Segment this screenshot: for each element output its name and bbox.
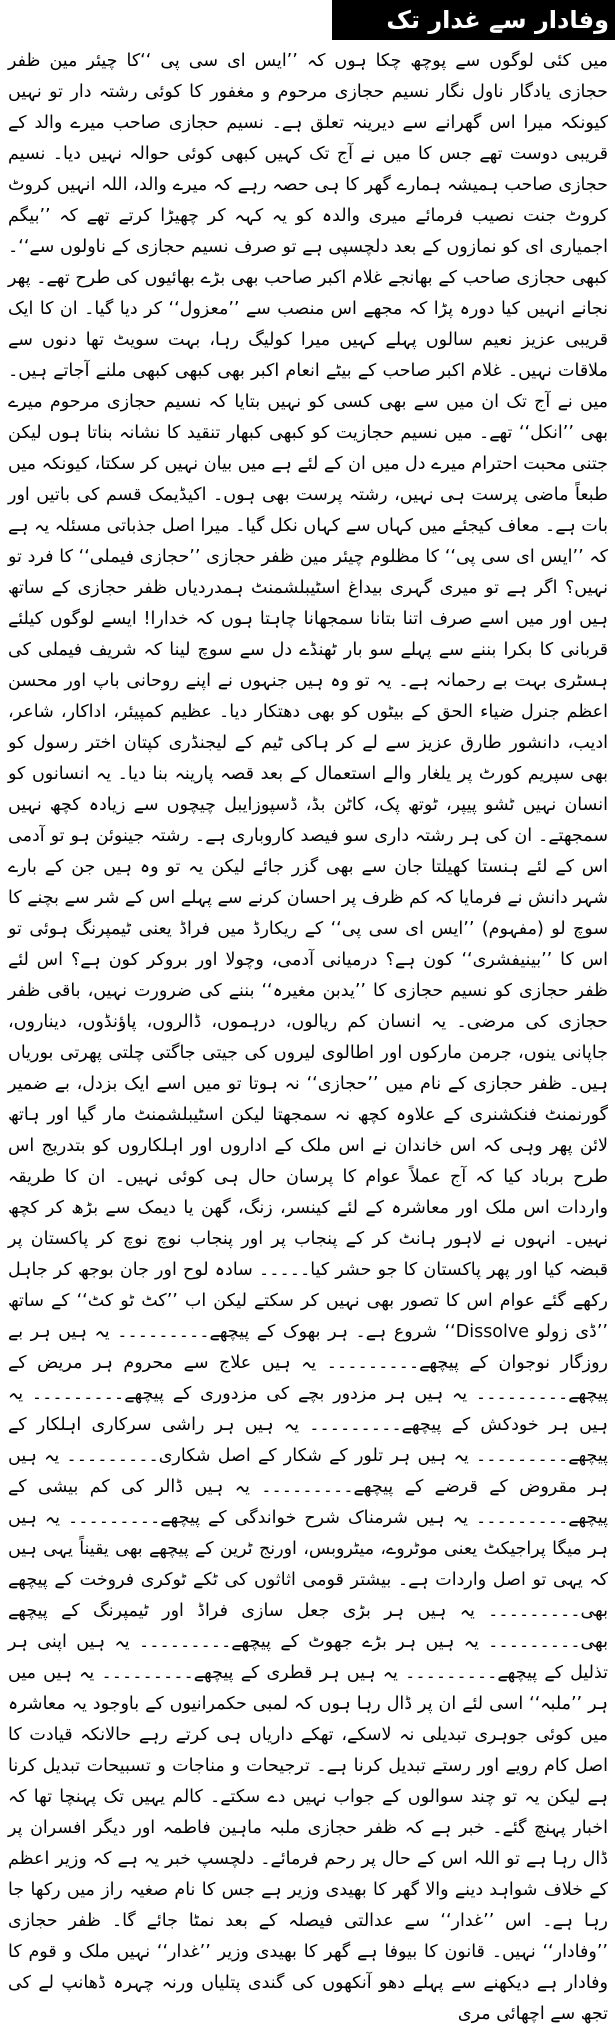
article-paragraph: میں کئی لوگوں سے پوچھ چکا ہوں کہ ’’ایس ای سی پی ‘‘کا چیئر مین ظفر حجازی یادگار ناول نگار نسیم حجازی مرحوم و مغفور کا کوئی رشتہ دار تو نہیں کیونکہ میرا اس گھرانے سے دیرینہ تعلق ہے۔ نسیم حجازی صاحب میرے والد کے قریبی دوست تھے جس کا میں نے آج تک کہیں کبھی کوئی حوالہ نہیں دیا۔ نسیم حجازی صاحب ہمیشہ ہمارے گھر کا ہی حصہ رہے کہ میرے والد، اللہ انہیں کروٹ کروٹ جنت نصیب فرمائے میری والدہ کو یہ کہہ کر چھیڑا کرتے تھے کہ ’’بیگم اجمیاری ای کو نمازوں کے بعد دلچسپی ہے تو صرف نسیم حجازی کے ناولوں سے‘‘۔ کبھی حجازی صاحب کے بھانجے غلام اکبر صاحب بھی بڑے بھائیوں کی طرح تھے۔ پھر نجانے انہیں کیا دورہ پڑا کہ مجھے اس منصب سے ’’معزول‘‘ کر دیا گیا۔ ان کا ایک قریبی عزیز نعیم سالوں پہلے کہیں میرا کولیگ رہا، بہت سویٹ تھا دنوں سے ملاقات نہیں۔ غلام اکبر صاحب کے بیٹے انعام اکبر بھی کبھی کبھی ملنے آجاتے ہیں۔ میں نے آج تک ان میں سے بھی کسی کو نہیں بتایا کہ نسیم حجازی مرحوم میرے بھی ’’انکل‘‘ تھے۔ میں نسیم حجازیت کو کبھی کبھار تنقید کا نشانہ بناتا ہوں لیکن جتنی محبت احترام میرے دل میں ان کے لئے ہے میں بیان نہیں کر سکتا، کیونکہ میں طبعاً ماضی پرست ہی نہیں، رشتہ پرست بھی ہوں۔ اکیڈیمک قسم کی باتیں اور بات ہے۔ معاف کیجئے میں کہاں سے کہاں نکل گیا۔ میرا اصل جذباتی مسئلہ یہ ہے کہ ’’ایس ای سی پی‘‘ کا مظلوم چیئر مین ظفر حجازی ’’حجازی فیملی‘‘ کا فرد تو نہیں؟ اگر ہے تو میری گہری بیداغ اسٹیبلشمنٹ ہمدردیاں ظفر حجازی کے ساتھ ہیں اور میں اسے صرف اتنا بتانا سمجھانا چاہتا ہوں کہ خدارا! ایسے لوگوں کیلئے قربانی کا بکرا بننے سے پہلے سو بار ٹھنڈے دل سے سوچ لینا کہ شریف فیملی کی ہسٹری بہت بے رحمانہ ہے۔ یہ تو وہ ہیں جنہوں نے اپنے روحانی باپ اور محسن اعظم جنرل ضیاء الحق کے بیٹوں کو بھی دھتکار دیا۔ عظیم کمپیئر، اداکار، شاعر، ادیب، دانشور طارق عزیز سے لے کر ہاکی ٹیم کے لیجنڈری کپتان اختر رسول کو بھی سپریم کورٹ پر یلغار والے استعمال کے بعد قصہ پارینہ بنا دیا۔ یہ انسانوں کو انسان نہیں ٹشو پیپر، ٹوتھ پک، کاٹن بڈ، ڈسپوزایبل چیچوں سے زیادہ کچھ نہیں سمجھتے۔ ان کی ہر رشتہ داری سو فیصد کاروباری ہے۔ رشتہ جینوئن ہو تو آدمی اس کے لئے ہنستا کھیلتا جان سے بھی گزر جائے لیکن یہ تو وہ ہیں جن کے بارے شہر دانش نے فرمایا کہ کم ظرف پر احسان کرنے سے پہلے اس کے شر سے بچنے کا سوچ لو (مفہوم) ’’ایس ای سی پی‘‘ کے ریکارڈ میں فراڈ یعنی ٹیمپرنگ ہوئی تو اس کا ’’بینیفشری‘‘ کون ہے؟ درمیانی آدمی، وچولا اور بروکر کون ہے؟ اس لئے ظفر حجازی کو نسیم حجازی کا ’’یدبن مغیرہ‘‘ بننے کی ضرورت نہیں، باقی ظفر حجازی کی مرضی۔ یہ انسان کم ریالوں، درہموں، ڈالروں، پاؤنڈوں، دیناروں، جاپانی ینوں، جرمن مارکوں اور اطالوی لیروں کی جیتی جاگتی چلتی پھرتی بوریاں ہیں۔ ظفر حجازی کے نام میں ’’حجازی‘‘ نہ ہوتا تو میں اسے ایک بزدل، بے ضمیر گورنمنٹ فنکشنری کے علاوہ کچھ نہ سمجھتا لیکن اسٹیبلشمنٹ مار گیا اور ہاتھ لائن پھر وہی کہ اس خاندان نے اس ملک کے اداروں اور اہلکاروں کو بتدریج اس طرح برباد کیا کہ آج عملاً عوام کا پرسان حال ہی کوئی نہیں۔ ان کا طریقہ واردات اس ملک اور معاشرہ کے لئے کینسر، زنگ، گھن یا دیمک سے بڑھ کر کچھ نہیں۔ انہوں نے لاہور ہانٹ کر کے پنجاب پر اور پنجاب نوچ نوچ کر پاکستان پر قبضہ کیا اور پھر پاکستان کا جو حشر کیا۔۔۔۔۔ سادہ لوح اور جان بوجھ کر جاہل رکھے گئے عوام اس کا تصور بھی نہیں کر سکتے لیکن اب ’’کٹ ٹو کٹ‘‘ کے ساتھ ’’ڈی زولو Dissolve‘‘ شروع ہے۔ ہر بھوک کے پیچھے۔۔۔۔۔۔۔۔۔ یہ ہیں ہر بے روزگار نوجوان کے پیچھے۔۔۔۔۔۔۔۔۔ یہ ہیں علاج سے محروم ہر مریض کے پیچھے۔۔۔۔۔۔۔۔۔ یہ ہیں ہر مزدور بچے کی مزدوری کے پیچھے۔۔۔۔۔۔۔۔۔ یہ ہیں ہر خودکش کے پیچھے۔۔۔۔۔۔۔۔۔ یہ ہیں ہر راشی سرکاری اہلکار کے پیچھے۔۔۔۔۔۔۔۔۔ یہ ہیں ہر تلور کے شکار کے اصل شکاری۔۔۔۔۔۔۔۔۔ یہ ہیں ہر مقروض کے قرضے کے پیچھے۔۔۔۔۔۔۔۔۔ یہ ہیں ڈالر کی کم بیشی کے پیچھے۔۔۔۔۔۔۔۔۔ یہ ہیں شرمناک شرح خواندگی کے پیچھے۔۔۔۔۔۔۔۔۔ یہ ہیں ہر میگا پراجیکٹ یعنی موٹروے، میٹروبس، اورنج ٹرین کے پیچھے بھی یقیناً یہی ہیں کہ یہی تو اصل واردات ہے۔ بیشتر قومی اثاثوں کی ٹکے ٹوکری فروخت کے پیچھے بھی۔۔۔۔۔۔۔۔۔ یہ ہیں ہر بڑی جعل سازی فراڈ اور ٹیمپرنگ کے پیچھے بھی۔۔۔۔۔۔۔۔۔ یہ ہیں ہر بڑے جھوٹ کے پیچھے۔۔۔۔۔۔۔۔۔ یہ ہیں اپنی ہر تذلیل کے پیچھے۔۔۔۔۔۔۔۔۔ یہ ہیں ہر قطری کے پیچھے۔۔۔۔۔۔۔۔۔ یہ ہیں میں ہر ’’ملبہ‘‘ اسی لئے ان پر ڈال رہا ہوں کہ لمبی حکمرانیوں کے باوجود یہ معاشرہ میں کوئی جوہری تبدیلی نہ لاسکے، تھکے داریاں ہی کرتے رہے حالانکہ قیادت کا اصل کام رویے اور رستے تبدیل کرنا ہے۔ ترجیحات و مناجات و تسبیحات تبدیل کرنا ہے لیکن یہ تو چند سوالوں کے جواب نہیں دے سکتے۔ کالم یہیں تک پہنچا تھا کہ اخبار پہنچ گئے۔ خبر ہے کہ ظفر حجازی ملبہ ماہین فاطمہ اور دیگر افسران پر ڈال رہا ہے تو اللہ اس کے حال پر رحم فرمائے۔ دلچسپ خبر یہ ہے کہ وزیر اعظم کے خلاف شواہد دینے والا گھر کا بھیدی وزیر ہے جس کا نام صغیہ راز میں رکھا جا رہا ہے۔ اس ’’غدار‘‘ سے عدالتی فیصلہ کے بعد نمٹا جائے گا۔ ظفر حجازی ’’وفادار‘‘ نہیں۔ قانون کا بیوفا ہے گھر کا بھیدی وزیر ’’غدار‘‘ نہیں ملک و قوم کا وفادار ہے دیکھنے سے پہلے دھو آنکھوں کی گندی پتلیاں ورنہ چہرہ ڈھانپ لے کی تجھ سے اچھائی مری	[8, 51, 608, 2024]
article-headline: وفادار سے غدار تک	[332, 0, 615, 40]
article-body	[8, 46, 608, 2030]
